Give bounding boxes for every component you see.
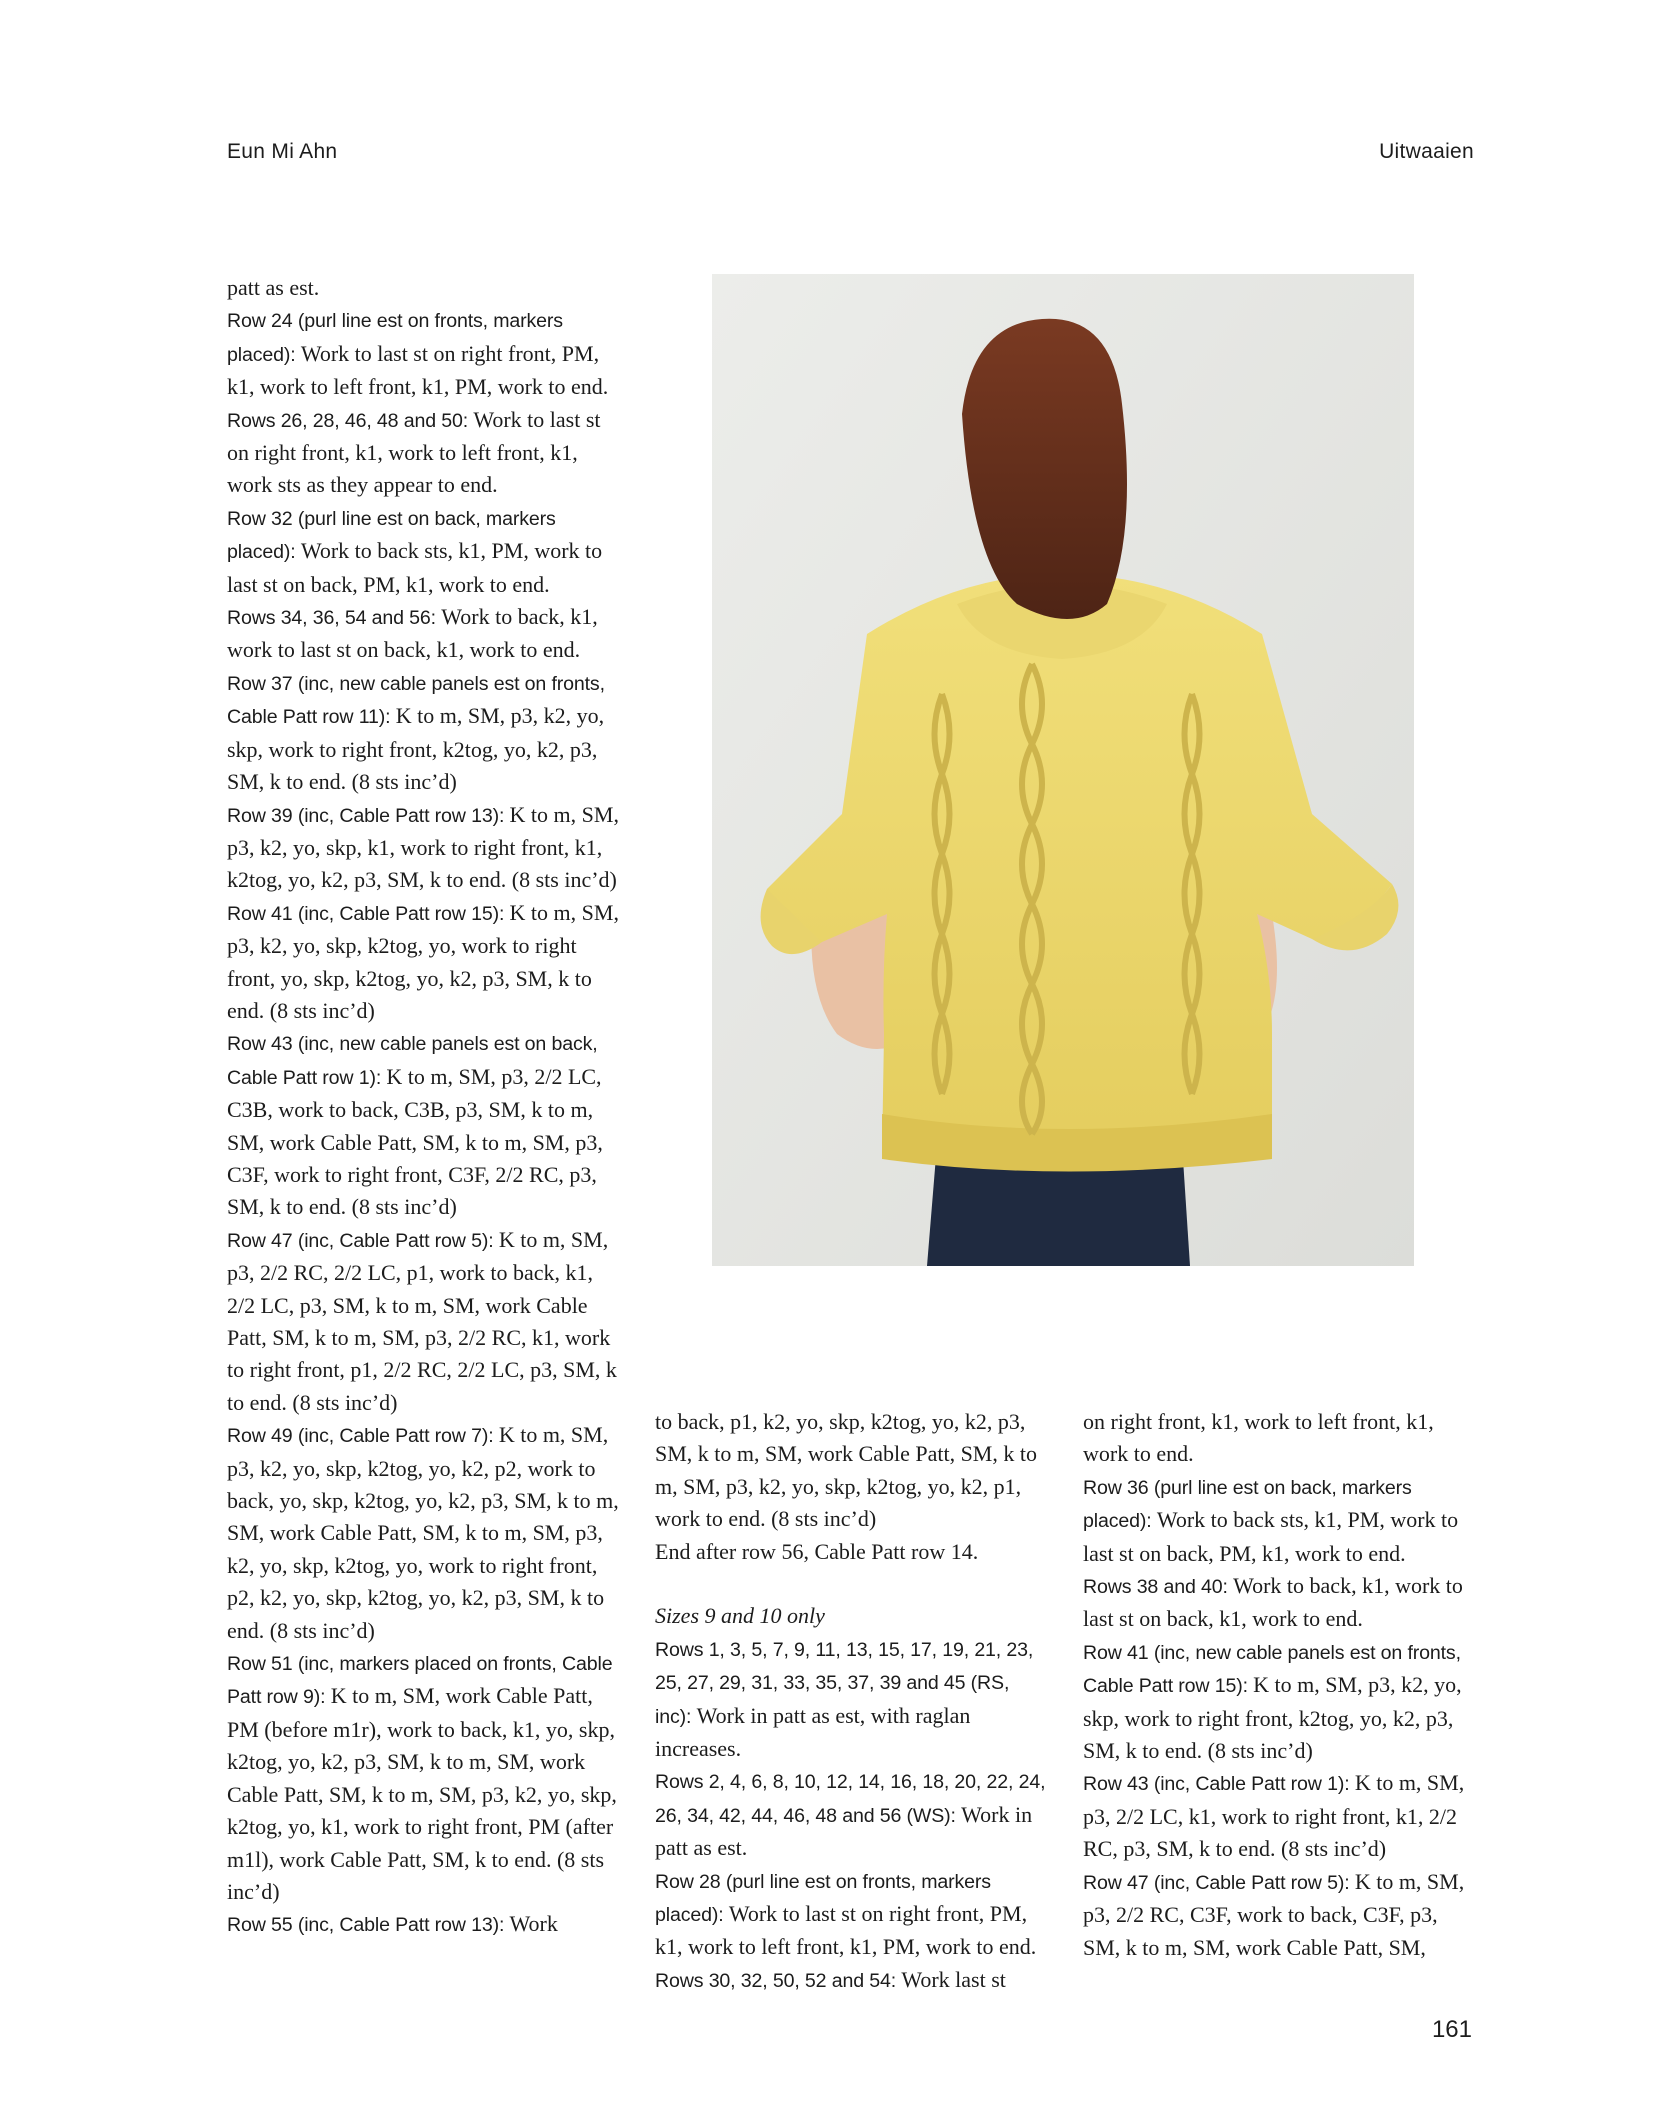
row-heading: Rows 2, 4, 6, 8, 10, 12, 14, 16, 18, 20, 22, 24, 26, 34, 42, 44, 46, 48 and 56 (WS):	[655, 1771, 1046, 1827]
size-subheading: Sizes 9 and 10 only	[655, 1603, 825, 1629]
paragraph-spacer	[655, 1568, 1047, 1600]
instruction-paragraph	[1083, 1406, 1475, 1471]
instruction-paragraph	[227, 601, 619, 667]
row-heading: Row 47 (inc, Cable Patt row 5):	[227, 1229, 499, 1252]
instruction-paragraph	[655, 1406, 1047, 1536]
row-instructions: Work to back, k1, work to last st on back, k1, work to end.	[227, 604, 598, 663]
instruction-paragraph	[227, 897, 619, 1028]
row-instructions: K to m, SM, p3, 2/2 RC, 2/2 LC, p1, work to back, k1, 2/2 LC, p3, SM, k to m, SM, work Cable Patt, SM, k to m, SM, p3, 2/2 RC, k1, work to right front, p1, 2/2 RC, 2/2 LC, p3, SM, k to end. (8 sts inc’d)	[227, 1226, 617, 1415]
row-instructions: K to m, SM, p3, 2/2 RC, C3F, work to back, C3F, p3, SM, k to m, SM, work Cable Patt, SM,	[1083, 1868, 1465, 1960]
photo-illustration	[712, 274, 1414, 1266]
instruction-paragraph	[1083, 1767, 1475, 1865]
row-instructions: to back, p1, k2, yo, skp, k2tog, yo, k2, p3, SM, k to m, SM, work Cable Patt, SM, k to m, SM, p3, k2, yo, skp, k2tog, yo, k2, p1, work to end. (8 sts inc’d)	[655, 1409, 1037, 1532]
row-heading: Row 28 (purl line est on fronts, markers placed):	[655, 1870, 991, 1927]
row-heading: Row 37 (inc, new cable panels est on fronts, Cable Patt row 11):	[227, 672, 605, 729]
instruction-paragraph	[655, 1633, 1047, 1766]
row-instructions: on right front, k1, work to left front, k1, work to end.	[1083, 1409, 1434, 1467]
row-heading: Row 41 (inc, Cable Patt row 15):	[227, 902, 510, 925]
row-heading: Row 55 (inc, Cable Patt row 13):	[227, 1914, 510, 1937]
row-instructions: Work to last st on right front, PM, k1, work to left front, k1, PM, work to end.	[655, 1901, 1037, 1960]
row-heading: Rows 30, 32, 50, 52 and 54:	[655, 1969, 902, 1992]
running-header-title: Uitwaaien	[1379, 140, 1474, 163]
row-instructions: End after row 56, Cable Patt row 14.	[655, 1538, 979, 1564]
instruction-paragraph	[227, 667, 619, 799]
row-instructions: patt as est.	[227, 275, 320, 300]
text-column-3	[1083, 1406, 1475, 1964]
row-heading: Row 43 (inc, Cable Patt row 1):	[1083, 1773, 1355, 1796]
row-instructions: K to m, SM, p3, 2/2 LC, C3B, work to back, C3B, p3, SM, k to m, SM, work Cable Patt, SM, k to m, SM, p3, C3F, work to right front, C3F, 2/2 RC, p3, SM, k to end. (8 sts inc’d)	[227, 1063, 603, 1220]
instruction-paragraph	[1083, 1866, 1475, 1964]
row-heading: Rows 34, 36, 54 and 56:	[227, 607, 442, 630]
row-heading: Row 36 (purl line est on back, markers placed):	[1083, 1476, 1412, 1533]
row-heading: Rows 38 and 40:	[1083, 1576, 1234, 1599]
instruction-paragraph	[227, 799, 619, 897]
row-instructions: Work last st	[901, 1966, 1006, 1992]
instruction-paragraph	[227, 1027, 619, 1223]
row-instructions: K to m, SM, p3, k2, yo, skp, k1, work to right front, k1, k2tog, yo, k2, p3, SM, k to end. (8 sts inc’d)	[227, 801, 619, 893]
row-heading: Row 43 (inc, new cable panels est on back, Cable Patt row 1):	[227, 1033, 598, 1089]
instruction-paragraph	[227, 1419, 619, 1647]
row-heading: Row 49 (inc, Cable Patt row 7):	[227, 1425, 499, 1448]
instruction-paragraph	[655, 1536, 1047, 1568]
row-instructions: Work	[509, 1911, 558, 1937]
row-heading: Row 41 (inc, new cable panels est on fronts, Cable Patt row 15):	[1083, 1641, 1461, 1698]
instruction-paragraph	[655, 1600, 1047, 1632]
instruction-paragraph	[655, 1964, 1047, 1997]
row-heading: Row 32 (purl line est on back, markers placed):	[227, 507, 556, 564]
instruction-paragraph	[1083, 1471, 1475, 1570]
row-instructions: K to m, SM, p3, 2/2 LC, k1, work to right front, k1, 2/2 RC, p3, SM, k to end. (8 sts inc’d)	[1083, 1770, 1465, 1862]
instruction-paragraph	[655, 1765, 1047, 1864]
instruction-paragraph	[1083, 1636, 1475, 1768]
instruction-paragraph	[1083, 1570, 1475, 1636]
running-header-author: Eun Mi Ahn	[227, 140, 338, 163]
row-instructions: Work in patt as est, with raglan increases.	[655, 1702, 971, 1762]
instruction-paragraph	[227, 304, 619, 403]
row-heading: Row 24 (purl line est on fronts, markers placed):	[227, 310, 563, 366]
row-instructions: Work to back sts, k1, PM, work to last st on back, PM, k1, work to end.	[227, 538, 603, 597]
row-instructions: Work to back sts, k1, PM, work to last st on back, PM, k1, work to end.	[1083, 1507, 1459, 1566]
row-heading: Rows 26, 28, 46, 48 and 50:	[227, 409, 474, 432]
row-instructions: K to m, SM, p3, k2, yo, skp, work to right front, k2tog, yo, k2, p3, SM, k to end. (8 sts inc’d)	[1083, 1672, 1462, 1764]
text-column-2	[655, 1406, 1047, 1997]
instruction-paragraph	[227, 502, 619, 601]
row-instructions: Work to last st on right front, k1, work to left front, k1, work sts as they appear to end.	[227, 406, 601, 498]
row-heading: Rows 1, 3, 5, 7, 9, 11, 13, 15, 17, 19, 21, 23, 25, 27, 29, 31, 33, 35, 37, 39 and 45 (RS, inc):	[655, 1638, 1034, 1728]
row-instructions: K to m, SM, p3, k2, yo, skp, k2tog, yo, work to right front, yo, skp, k2tog, yo, k2, p3, SM, k to end. (8 sts inc’d)	[227, 899, 619, 1023]
row-instructions: Work to back, k1, work to last st on back, k1, work to end.	[1083, 1573, 1463, 1632]
instruction-paragraph	[227, 1647, 619, 1908]
instruction-paragraph	[227, 404, 619, 502]
model-back-yellow-cable-sweater-photo	[712, 274, 1414, 1266]
row-instructions: K to m, SM, p3, k2, yo, skp, work to right front, k2tog, yo, k2, p3, SM, k to end. (8 sts inc’d)	[227, 703, 605, 795]
instruction-paragraph	[227, 1224, 619, 1419]
instruction-paragraph	[227, 1908, 619, 1941]
instruction-paragraph	[227, 272, 619, 304]
row-heading: Row 51 (inc, markers placed on fronts, Cable Patt row 9):	[227, 1653, 613, 1709]
row-instructions: Work in patt as est.	[655, 1801, 1033, 1861]
row-heading: Row 39 (inc, Cable Patt row 13):	[227, 804, 510, 827]
text-column-1	[227, 272, 619, 1942]
row-instructions: Work to last st on right front, PM, k1, work to left front, k1, PM, work to end.	[227, 340, 609, 400]
page-number: 161	[1431, 2016, 1472, 2043]
row-instructions: K to m, SM, work Cable Patt, PM (before m1r), work to back, k1, yo, skp, k2tog, yo, k2, p3, SM, k to m, SM, work Cable Patt, SM, k to m, SM, p3, k2, yo, skp, k2tog, yo, k1, work to right front, PM (after m1l), work Cable Patt, SM, k to end. (8 sts inc’d)	[227, 1683, 617, 1904]
row-heading: Row 47 (inc, Cable Patt row 5):	[1083, 1871, 1355, 1894]
row-instructions: K to m, SM, p3, k2, yo, skp, k2tog, yo, k2, p2, work to back, yo, skp, k2tog, yo, k2, p3, SM, k to m, SM, work Cable Patt, SM, k to m, SM, p3, k2, yo, skp, k2tog, yo, work to right front, p2, k2, yo, skp, k2tog, yo, k2, p3, SM, k to end. (8 sts inc’d)	[227, 1422, 619, 1643]
instruction-paragraph	[655, 1865, 1047, 1964]
